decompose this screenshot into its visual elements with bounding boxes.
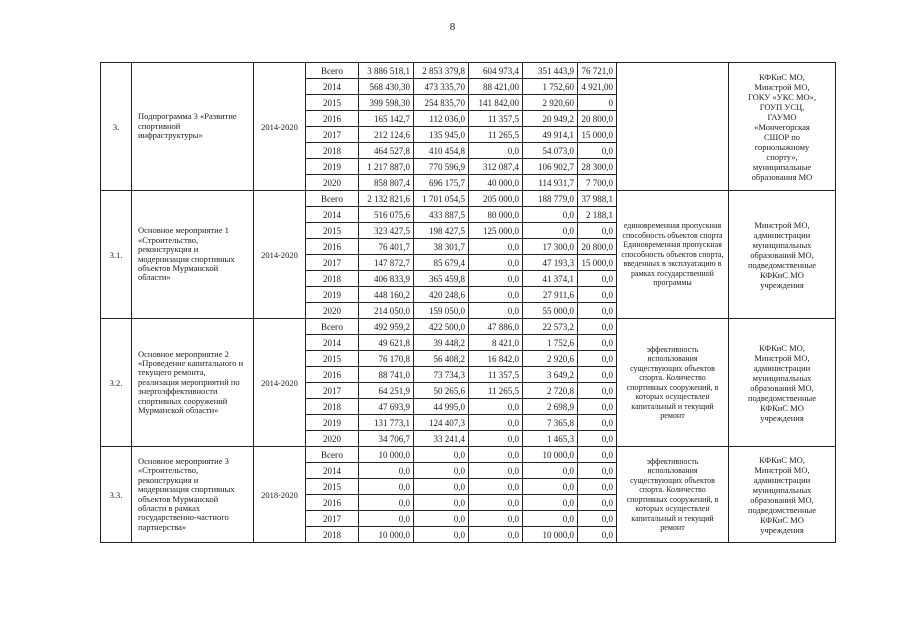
amount-source-2: 0,0 (469, 479, 523, 495)
amount-source-4: 0,0 (578, 495, 617, 511)
amount-source-4: 20 800,0 (578, 239, 617, 255)
amount-total: 49 621,8 (359, 335, 414, 351)
amount-source-2: 40 000,0 (469, 175, 523, 191)
amount-source-2: 11 265,5 (469, 127, 523, 143)
amount-total: 10 000,0 (359, 447, 414, 463)
amount-source-4: 0,0 (578, 447, 617, 463)
amount-total: 3 886 518,1 (359, 63, 414, 79)
amount-source-2: 604 973,4 (469, 63, 523, 79)
amount-total: 64 251,9 (359, 383, 414, 399)
amount-source-4: 0,0 (578, 351, 617, 367)
amount-source-1: 44 995,0 (414, 399, 469, 415)
amount-source-2: 0,0 (469, 463, 523, 479)
amount-source-1: 135 945,0 (414, 127, 469, 143)
year-label: 2018 (306, 271, 359, 287)
amount-source-1: 254 835,70 (414, 95, 469, 111)
amount-source-3: 47 193,3 (523, 255, 578, 271)
year-label: 2018 (306, 399, 359, 415)
amount-source-1: 422 500,0 (414, 319, 469, 335)
year-label: 2019 (306, 287, 359, 303)
year-label: Всего (306, 191, 359, 207)
amount-source-4: 28 300,0 (578, 159, 617, 175)
amount-source-3: 20 949,2 (523, 111, 578, 127)
amount-source-2: 205 000,0 (469, 191, 523, 207)
amount-total: 0,0 (359, 495, 414, 511)
amount-source-3: 0,0 (523, 495, 578, 511)
year-label: 2014 (306, 463, 359, 479)
year-label: 2014 (306, 335, 359, 351)
section-executors: КФКиС МО, Минстрой МО, ГОКУ «УКС МО», ГОУП УСЦ, ГАУМО «Мончегорская СШОР по горнолыжному спорту», муниципальные образования МО (729, 63, 836, 191)
amount-source-4: 0,0 (578, 463, 617, 479)
amount-total: 858 807,4 (359, 175, 414, 191)
amount-source-4: 0,0 (578, 511, 617, 527)
page-number: 8 (449, 21, 456, 33)
amount-source-1: 433 887,5 (414, 207, 469, 223)
amount-source-1: 0,0 (414, 447, 469, 463)
table-row (101, 63, 836, 79)
amount-source-3: 188 779,0 (523, 191, 578, 207)
year-label: 2016 (306, 367, 359, 383)
year-label: 2017 (306, 511, 359, 527)
amount-total: 165 142,7 (359, 111, 414, 127)
amount-source-2: 16 842,0 (469, 351, 523, 367)
year-label: 2014 (306, 207, 359, 223)
section-title: Основное мероприятие 3 «Строительство, реконструкция и модернизация спортивных объектов Мурманской области в рамках государственно-частного партнерства» (132, 447, 254, 543)
section-indicator (617, 63, 729, 191)
amount-source-3: 3 649,2 (523, 367, 578, 383)
amount-source-2: 0,0 (469, 303, 523, 319)
amount-source-1: 112 036,0 (414, 111, 469, 127)
year-label: 2017 (306, 383, 359, 399)
amount-source-2: 0,0 (469, 447, 523, 463)
amount-total: 492 959,2 (359, 319, 414, 335)
section-number: 3.1. (101, 191, 132, 319)
amount-source-4: 0,0 (578, 399, 617, 415)
amount-source-3: 54 073,0 (523, 143, 578, 159)
amount-source-3: 0,0 (523, 223, 578, 239)
amount-source-4: 4 921,00 (578, 79, 617, 95)
amount-source-1: 2 853 379,8 (414, 63, 469, 79)
amount-total: 568 430,30 (359, 79, 414, 95)
amount-source-3: 49 914,1 (523, 127, 578, 143)
amount-source-4: 0,0 (578, 383, 617, 399)
amount-source-4: 20 800,0 (578, 111, 617, 127)
year-label: 2015 (306, 479, 359, 495)
amount-total: 399 598,30 (359, 95, 414, 111)
amount-total: 34 706,7 (359, 431, 414, 447)
section-indicator: эффективность использования существующих объектов спорта. Количество спортивных сооружений, в которых осуществлен капитальный и текущий ремонт (617, 447, 729, 543)
year-label: 2020 (306, 431, 359, 447)
year-label: 2019 (306, 159, 359, 175)
amount-source-2: 0,0 (469, 271, 523, 287)
section-indicator: эффективность использования существующих объектов спорта. Количество спортивных сооружений, в которых осуществлен капитальный и текущий ремонт (617, 319, 729, 447)
table-row (101, 447, 836, 463)
amount-source-3: 0,0 (523, 511, 578, 527)
year-label: Всего (306, 447, 359, 463)
table-row (101, 319, 836, 335)
year-label: 2016 (306, 495, 359, 511)
amount-source-1: 198 427,5 (414, 223, 469, 239)
amount-source-4: 15 000,0 (578, 255, 617, 271)
amount-source-1: 0,0 (414, 495, 469, 511)
amount-source-3: 10 000,0 (523, 447, 578, 463)
amount-total: 0,0 (359, 479, 414, 495)
year-label: 2014 (306, 79, 359, 95)
amount-total: 0,0 (359, 511, 414, 527)
year-label: 2015 (306, 223, 359, 239)
amount-source-3: 2 720,8 (523, 383, 578, 399)
year-label: 2020 (306, 303, 359, 319)
amount-source-2: 47 886,0 (469, 319, 523, 335)
amount-source-4: 15 000,0 (578, 127, 617, 143)
amount-source-4: 0,0 (578, 335, 617, 351)
amount-source-3: 351 443,9 (523, 63, 578, 79)
amount-source-2: 0,0 (469, 495, 523, 511)
section-period: 2014-2020 (254, 191, 306, 319)
amount-total: 76 170,8 (359, 351, 414, 367)
amount-source-2: 11 357,5 (469, 111, 523, 127)
amount-source-2: 0,0 (469, 431, 523, 447)
amount-total: 0,0 (359, 463, 414, 479)
amount-source-4: 0,0 (578, 143, 617, 159)
amount-source-3: 0,0 (523, 463, 578, 479)
amount-total: 323 427,5 (359, 223, 414, 239)
amount-source-3: 2 920,6 (523, 351, 578, 367)
program-funding-table (100, 62, 836, 543)
year-label: 2017 (306, 255, 359, 271)
amount-total: 88 741,0 (359, 367, 414, 383)
amount-source-4: 37 988,1 (578, 191, 617, 207)
amount-source-4: 0,0 (578, 287, 617, 303)
amount-total: 212 124,6 (359, 127, 414, 143)
amount-source-1: 0,0 (414, 511, 469, 527)
amount-source-4: 0,0 (578, 367, 617, 383)
section-number: 3.3. (101, 447, 132, 543)
amount-source-2: 0,0 (469, 415, 523, 431)
year-label: 2016 (306, 239, 359, 255)
amount-source-2: 0,0 (469, 255, 523, 271)
amount-source-3: 7 365,8 (523, 415, 578, 431)
program-funding-table-body (101, 63, 836, 543)
year-label: 2018 (306, 527, 359, 543)
section-title: Основное мероприятие 2 «Проведение капитального и текущего ремонта, реализация мероприятий по энергоэффективности спортивных сооружений Мурманской области» (132, 319, 254, 447)
amount-source-1: 696 175,7 (414, 175, 469, 191)
amount-source-3: 106 902,7 (523, 159, 578, 175)
amount-source-1: 473 335,70 (414, 79, 469, 95)
amount-source-1: 0,0 (414, 527, 469, 543)
amount-source-1: 0,0 (414, 479, 469, 495)
amount-source-4: 0,0 (578, 415, 617, 431)
amount-source-2: 141 842,00 (469, 95, 523, 111)
amount-source-2: 80 000,0 (469, 207, 523, 223)
amount-source-2: 0,0 (469, 143, 523, 159)
year-label: Всего (306, 63, 359, 79)
amount-total: 76 401,7 (359, 239, 414, 255)
amount-source-1: 50 265,6 (414, 383, 469, 399)
year-label: 2018 (306, 143, 359, 159)
section-number: 3. (101, 63, 132, 191)
amount-source-1: 85 679,4 (414, 255, 469, 271)
amount-source-4: 0,0 (578, 271, 617, 287)
year-label: Всего (306, 319, 359, 335)
amount-source-2: 0,0 (469, 399, 523, 415)
amount-source-4: 76 721,0 (578, 63, 617, 79)
amount-source-1: 0,0 (414, 463, 469, 479)
amount-source-3: 17 300,0 (523, 239, 578, 255)
amount-total: 448 160,2 (359, 287, 414, 303)
section-period: 2014-2020 (254, 63, 306, 191)
amount-source-2: 0,0 (469, 287, 523, 303)
amount-source-3: 2 920,60 (523, 95, 578, 111)
section-executors: Минстрой МО, администрации муниципальных образований МО, подведомственные КФКиС МО учреждения (729, 191, 836, 319)
section-executors: КФКиС МО, Минстрой МО, администрации муниципальных образований МО, подведомственные КФКиС МО учреждения (729, 319, 836, 447)
amount-total: 214 050,0 (359, 303, 414, 319)
amount-total: 2 132 821,6 (359, 191, 414, 207)
year-label: 2020 (306, 175, 359, 191)
amount-source-2: 312 087,4 (469, 159, 523, 175)
amount-source-1: 410 454,8 (414, 143, 469, 159)
amount-source-2: 88 421,00 (469, 79, 523, 95)
amount-source-1: 39 448,2 (414, 335, 469, 351)
amount-source-2: 8 421,0 (469, 335, 523, 351)
amount-source-3: 0,0 (523, 207, 578, 223)
amount-total: 464 527,8 (359, 143, 414, 159)
amount-source-3: 0,0 (523, 479, 578, 495)
amount-source-3: 27 911,6 (523, 287, 578, 303)
amount-source-2: 125 000,0 (469, 223, 523, 239)
amount-source-1: 56 408,2 (414, 351, 469, 367)
amount-source-4: 0,0 (578, 479, 617, 495)
amount-source-1: 420 248,6 (414, 287, 469, 303)
amount-total: 406 833,9 (359, 271, 414, 287)
year-label: 2019 (306, 415, 359, 431)
amount-total: 147 872,7 (359, 255, 414, 271)
amount-source-1: 33 241,4 (414, 431, 469, 447)
amount-source-1: 73 734,3 (414, 367, 469, 383)
amount-source-2: 11 357,5 (469, 367, 523, 383)
amount-source-2: 0,0 (469, 527, 523, 543)
amount-source-1: 770 596,9 (414, 159, 469, 175)
amount-source-1: 124 407,3 (414, 415, 469, 431)
amount-source-3: 114 931,7 (523, 175, 578, 191)
amount-source-3: 1 752,6 (523, 335, 578, 351)
amount-source-4: 0,0 (578, 431, 617, 447)
amount-source-4: 0 (578, 95, 617, 111)
amount-source-3: 55 000,0 (523, 303, 578, 319)
amount-total: 1 217 887,0 (359, 159, 414, 175)
amount-total: 10 000,0 (359, 527, 414, 543)
amount-source-4: 7 700,0 (578, 175, 617, 191)
amount-source-4: 0,0 (578, 223, 617, 239)
section-number: 3.2. (101, 319, 132, 447)
amount-source-4: 0,0 (578, 527, 617, 543)
amount-source-3: 1 752,60 (523, 79, 578, 95)
amount-total: 131 773,1 (359, 415, 414, 431)
amount-source-1: 38 301,7 (414, 239, 469, 255)
year-label: 2015 (306, 95, 359, 111)
amount-source-3: 22 573,2 (523, 319, 578, 335)
amount-source-3: 41 374,1 (523, 271, 578, 287)
amount-source-2: 11 265,5 (469, 383, 523, 399)
amount-source-2: 0,0 (469, 239, 523, 255)
amount-source-1: 159 050,0 (414, 303, 469, 319)
amount-source-4: 2 188,1 (578, 207, 617, 223)
section-indicator: единовременная пропускная способность объектов спорта Единовременная пропускная способность объектов спорта, введенных в эксплуатацию в рамках государственной программы (617, 191, 729, 319)
section-title: Подпрограмма 3 «Развитие спортивной инфраструктуры» (132, 63, 254, 191)
amount-source-2: 0,0 (469, 511, 523, 527)
amount-source-3: 10 000,0 (523, 527, 578, 543)
amount-source-1: 1 701 054,5 (414, 191, 469, 207)
amount-total: 516 075,6 (359, 207, 414, 223)
table-row (101, 191, 836, 207)
year-label: 2016 (306, 111, 359, 127)
amount-total: 47 693,9 (359, 399, 414, 415)
year-label: 2017 (306, 127, 359, 143)
section-title: Основное мероприятие 1 «Строительство, реконструкция и модернизация спортивных объектов Мурманской области» (132, 191, 254, 319)
amount-source-1: 365 459,8 (414, 271, 469, 287)
amount-source-3: 2 698,9 (523, 399, 578, 415)
amount-source-3: 1 465,3 (523, 431, 578, 447)
section-period: 2018-2020 (254, 447, 306, 543)
amount-source-4: 0,0 (578, 303, 617, 319)
section-executors: КФКиС МО, Минстрой МО, администрации муниципальных образований МО, подведомственные КФКиС МО учреждения (729, 447, 836, 543)
year-label: 2015 (306, 351, 359, 367)
section-period: 2014-2020 (254, 319, 306, 447)
amount-source-4: 0,0 (578, 319, 617, 335)
